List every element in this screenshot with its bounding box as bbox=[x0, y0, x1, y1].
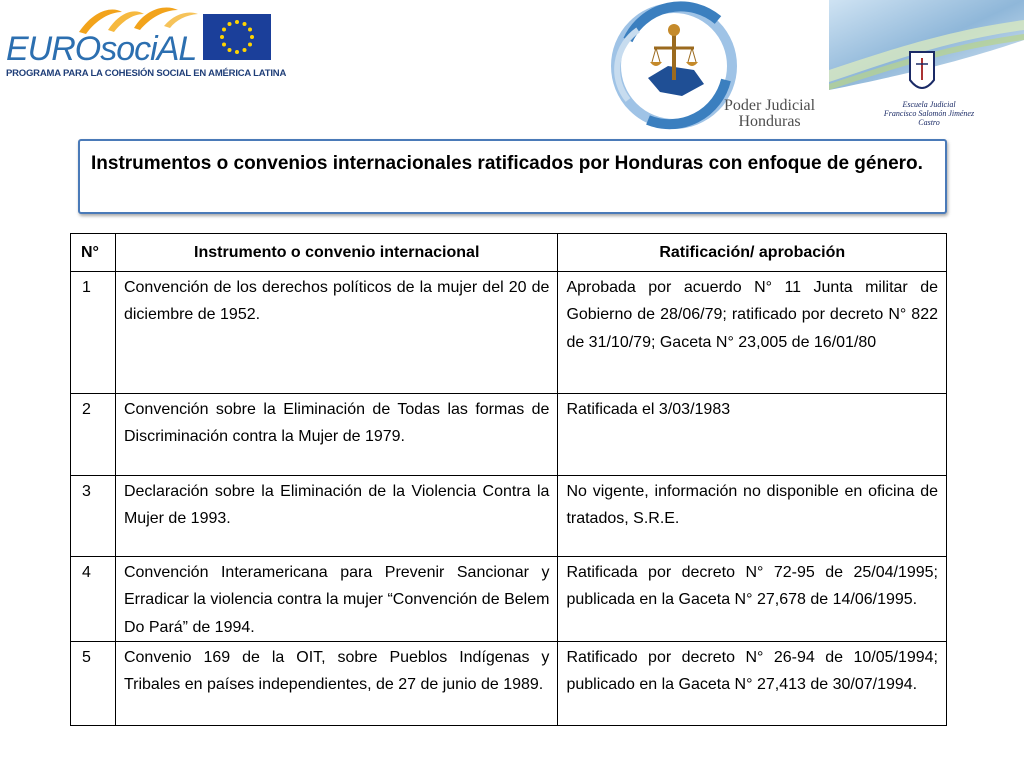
row-instrument: Declaración sobre la Eliminación de la Violencia Contra la Mujer de 1993. bbox=[115, 476, 557, 557]
eu-flag-icon bbox=[203, 14, 271, 60]
row-number: 3 bbox=[71, 476, 116, 557]
slide-title: Instrumentos o convenios internacionales ratificados por Honduras con enfoque de género. bbox=[91, 153, 923, 174]
eurosocial-logo bbox=[4, 2, 287, 82]
header-ratification: Ratificación/ aprobación bbox=[558, 234, 947, 272]
row-number: 1 bbox=[71, 272, 116, 394]
escuela-judicial-emblem-icon bbox=[907, 50, 937, 98]
row-number: 5 bbox=[71, 641, 116, 725]
eurosocial-wordmark: EUROsociAL bbox=[6, 30, 197, 68]
poder-judicial-logo bbox=[608, 0, 828, 135]
escuela-judicial-banner bbox=[829, 0, 1024, 135]
table-row bbox=[71, 641, 947, 725]
table-row bbox=[71, 557, 947, 642]
row-ratification: Ratificado por decreto N° 26-94 de 10/05/1994; publicado en la Gaceta N° 27,413 de 30/07/1994. bbox=[558, 641, 947, 725]
row-number: 2 bbox=[71, 394, 116, 476]
escuela-judicial-line2: Francisco Salomón Jiménez Castro bbox=[883, 109, 975, 127]
escuela-judicial-line1: Escuela Judicial bbox=[902, 100, 956, 109]
row-ratification: Ratificada por decreto N° 72-95 de 25/04/1995; publicada en la Gaceta N° 27,678 de 14/06/1995. bbox=[558, 557, 947, 642]
escuela-judicial-wordmark bbox=[879, 100, 979, 127]
row-instrument: Convención sobre la Eliminación de Todas las formas de Discriminación contra la Mujer de 1979. bbox=[115, 394, 557, 476]
row-ratification: Ratificada el 3/03/1983 bbox=[558, 394, 947, 476]
table-row bbox=[71, 272, 947, 394]
row-number: 4 bbox=[71, 557, 116, 642]
row-ratification: No vigente, información no disponible en oficina de tratados, S.R.E. bbox=[558, 476, 947, 557]
header-instrument: Instrumento o convenio internacional bbox=[115, 234, 557, 272]
poder-judicial-line1: Poder Judicial bbox=[724, 97, 816, 114]
header-number: N° bbox=[71, 234, 116, 272]
row-instrument: Convenio 169 de la OIT, sobre Pueblos Indígenas y Tribales en países independientes, de 27 de junio de 1989. bbox=[115, 641, 557, 725]
poder-judicial-wordmark bbox=[724, 98, 815, 130]
row-instrument: Convención de los derechos políticos de la mujer del 20 de diciembre de 1952. bbox=[115, 272, 557, 394]
row-instrument: Convención Interamericana para Prevenir Sancionar y Erradicar la violencia contra la mujer “Convención de Belem Do Pará” de 1994. bbox=[115, 557, 557, 642]
instruments-table bbox=[70, 233, 947, 726]
table-row bbox=[71, 394, 947, 476]
slide-title-box bbox=[78, 139, 947, 214]
eurosocial-tagline: PROGRAMA PARA LA COHESIÓN SOCIAL EN AMÉRICA LATINA bbox=[6, 68, 287, 79]
poder-judicial-line2: Honduras bbox=[738, 113, 801, 130]
table-row bbox=[71, 476, 947, 557]
row-ratification: Aprobada por acuerdo N° 11 Junta militar de Gobierno de 28/06/79; ratificado por decreto N° 822 de 31/10/79; Gaceta N° 23,005 de 16/01/80 bbox=[558, 272, 947, 394]
table-header-row bbox=[71, 234, 947, 272]
